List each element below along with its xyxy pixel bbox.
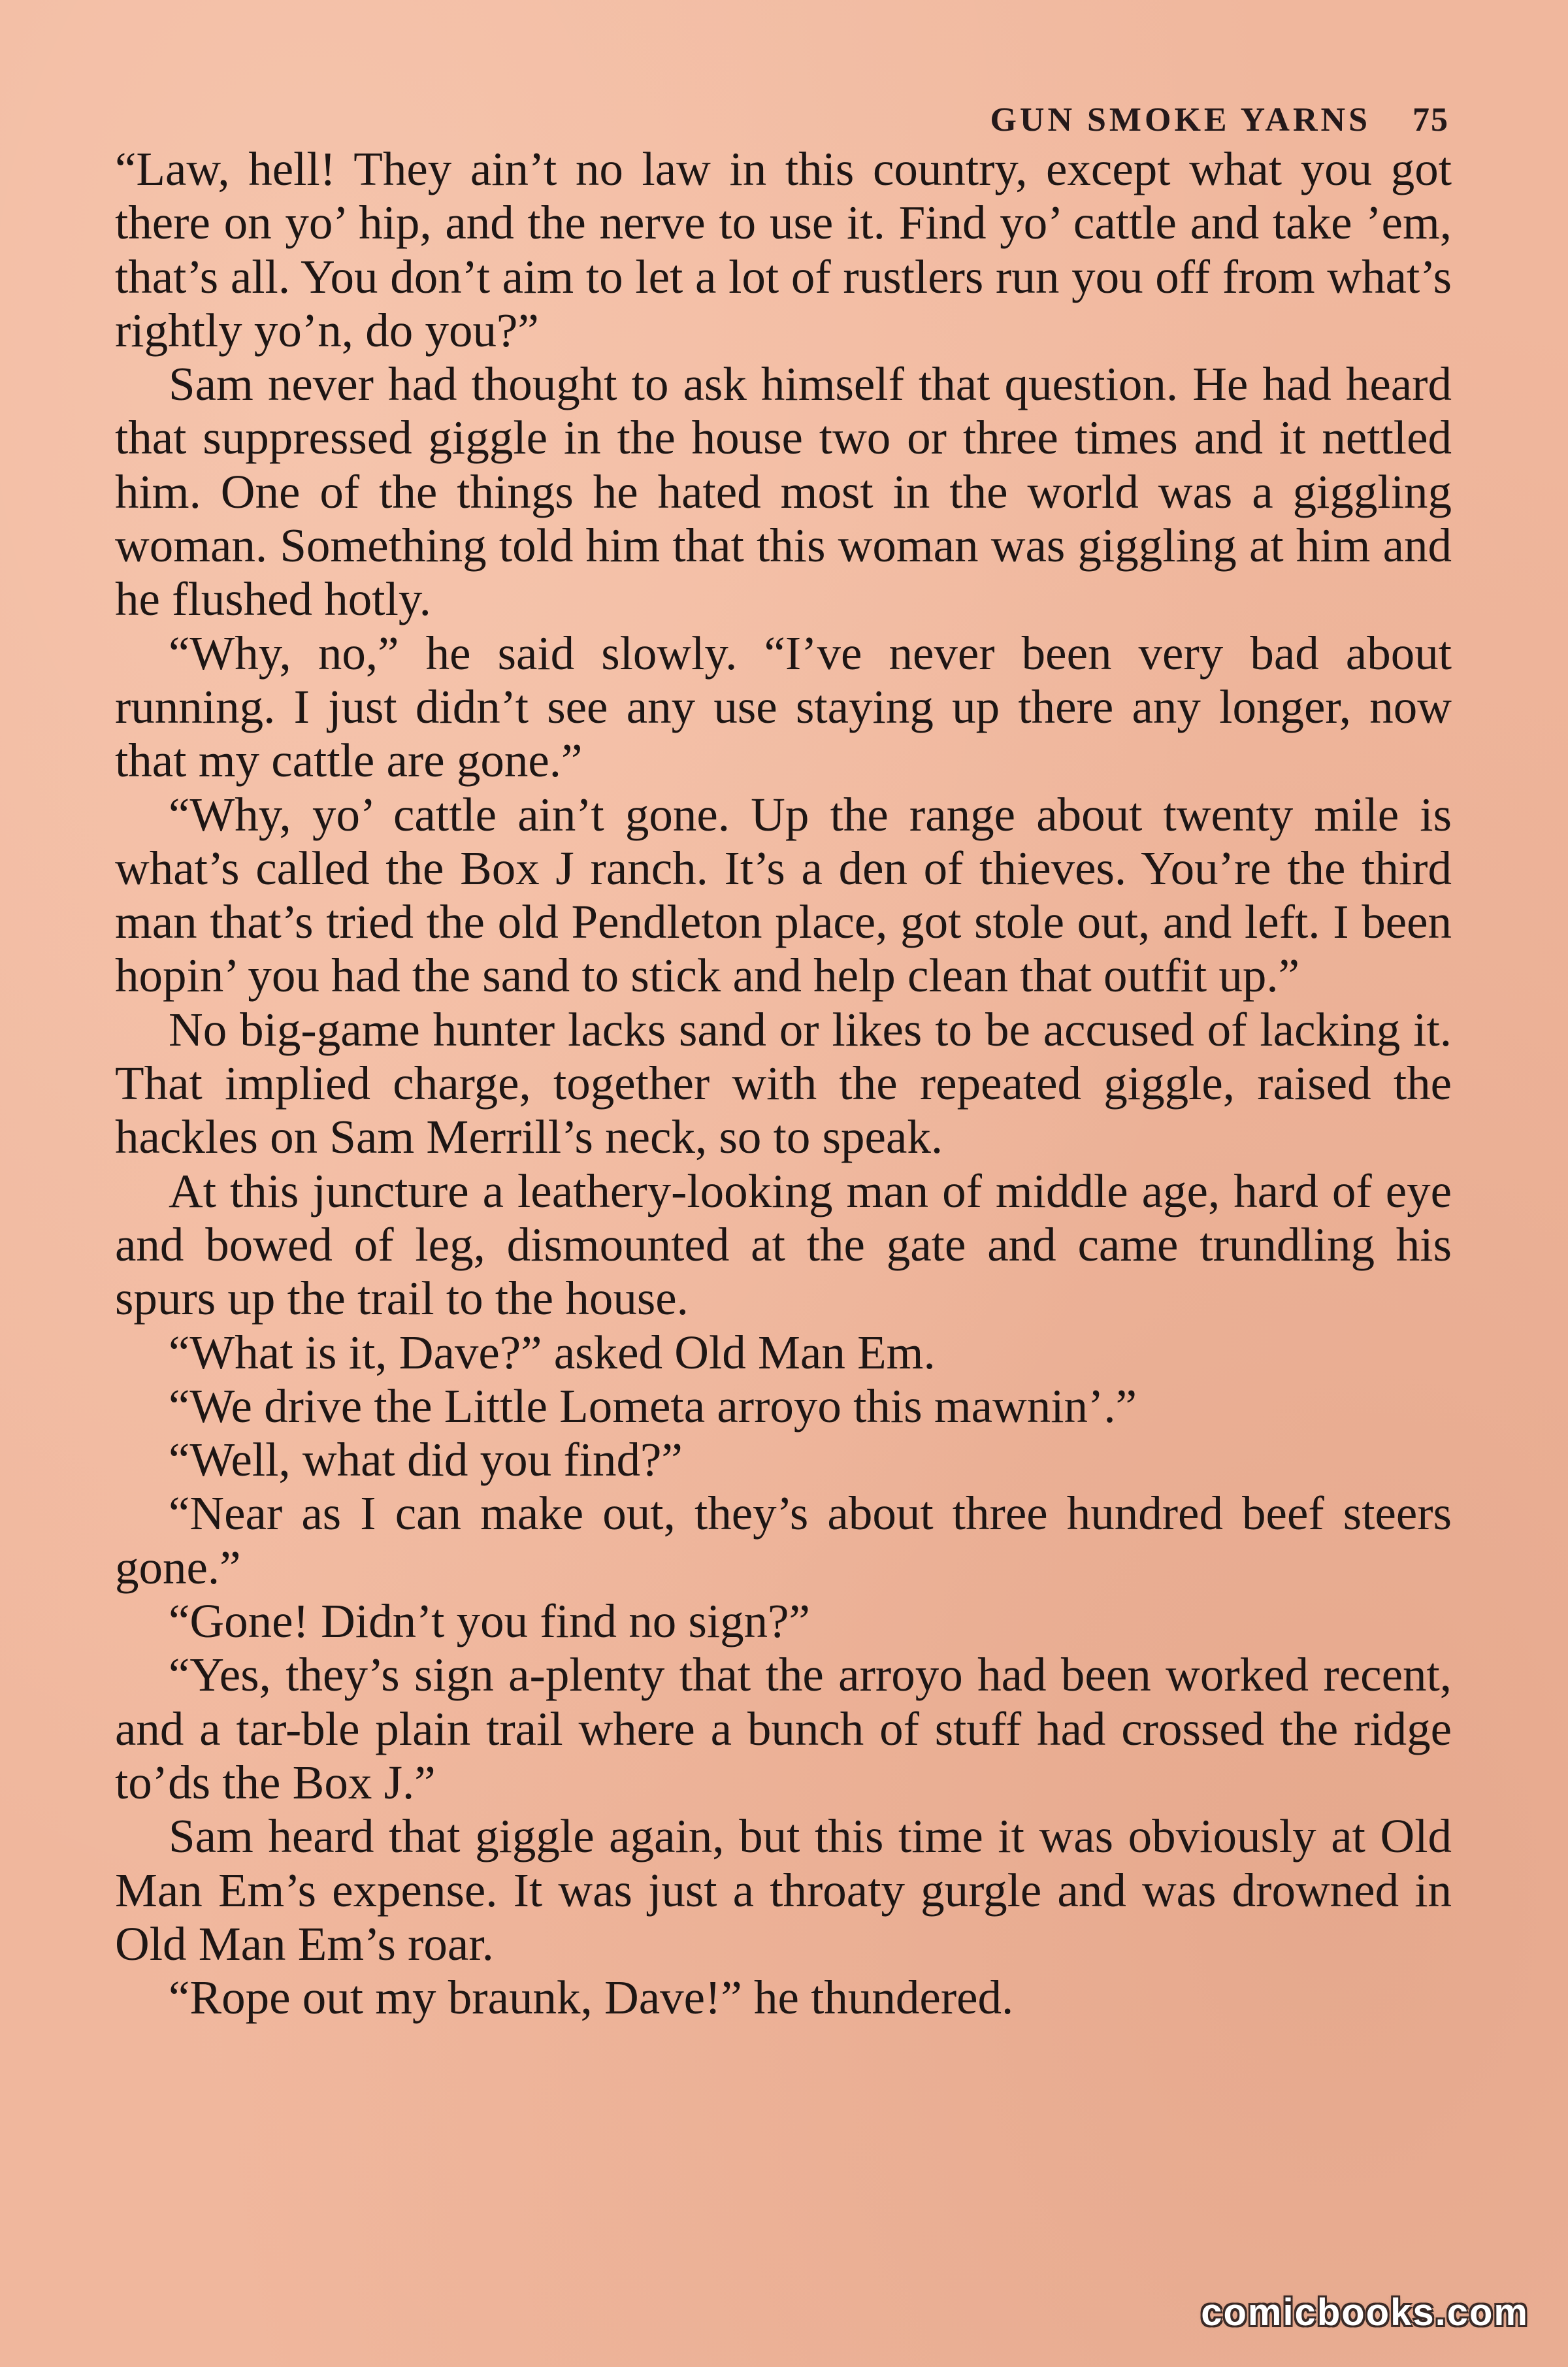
paragraph: “Rope out my braunk, Dave!” he thundered. xyxy=(169,1971,1014,2025)
page-number: 75 xyxy=(1413,101,1449,139)
paragraph: Sam never had thought to ask himself that question. He had heard that suppressed giggle in the house two or three times and it nettled him. One of the things he hated most in the world was a giggling woman. Something told him that this woman was giggling at him and he flushed hotly. xyxy=(115,357,1452,626)
paragraph: “Well, what did you find?” xyxy=(169,1433,683,1487)
paragraph: Sam heard that giggle again, but this time it was obviously at Old Man Em’s expense. It was just a throaty gurgle and was drowned in Old Man Em’s roar. xyxy=(115,1810,1452,1970)
paragraph: At this juncture a leathery-looking man of middle age, hard of eye and bowed of leg, dismounted at the gate and came trundling his spurs up the trail to the house. xyxy=(115,1164,1452,1325)
paragraph: “Why, yo’ cattle ain’t gone. Up the range about twenty mile is what’s called the Box J ranch. It’s a den of thieves. You’re the third man that’s tried the old Pendleton place, got stole out, and left. I been hopin’ you had the sand to stick and help clean that outfit up.” xyxy=(115,787,1452,1002)
paragraph: No big-game hunter lacks sand or likes to be accused of lacking it. That implied charge, together with the repeated giggle, raised the hackles on Sam Merrill’s neck, so to speak. xyxy=(115,1002,1452,1164)
paragraph: “Near as I can make out, they’s about three hundred beef steers gone.” xyxy=(115,1487,1452,1594)
body-text xyxy=(115,142,1452,2025)
paragraph: “Gone! Didn’t you find no sign?” xyxy=(169,1595,810,1648)
paragraph: “Yes, they’s sign a-plenty that the arroyo had been worked recent, and a tar-ble plain trail where a bunch of stuff had crossed the ridge to’ds the Box J.” xyxy=(115,1648,1452,1809)
paragraph: “What is it, Dave?” asked Old Man Em. xyxy=(169,1325,936,1379)
paragraph: “We drive the Little Lometa arroyo this mawnin’.” xyxy=(169,1379,1137,1432)
watermark: comicbooks.com xyxy=(1201,2291,1529,2334)
paragraph: “Why, no,” he said slowly. “I’ve never been very bad about running. I just didn’t see any use staying up there any longer, now that my cattle are gone.” xyxy=(115,626,1452,787)
running-header xyxy=(990,101,1449,139)
paragraph: “Law, hell! They ain’t no law in this country, except what you got there on yo’ hip, and the nerve to use it. Find yo’ cattle and take ’em, that’s all. You don’t aim to let a lot of rustlers run you off from what’s rightly yo’n, do you?” xyxy=(115,142,1452,357)
running-title: GUN SMOKE YARNS xyxy=(990,101,1371,139)
